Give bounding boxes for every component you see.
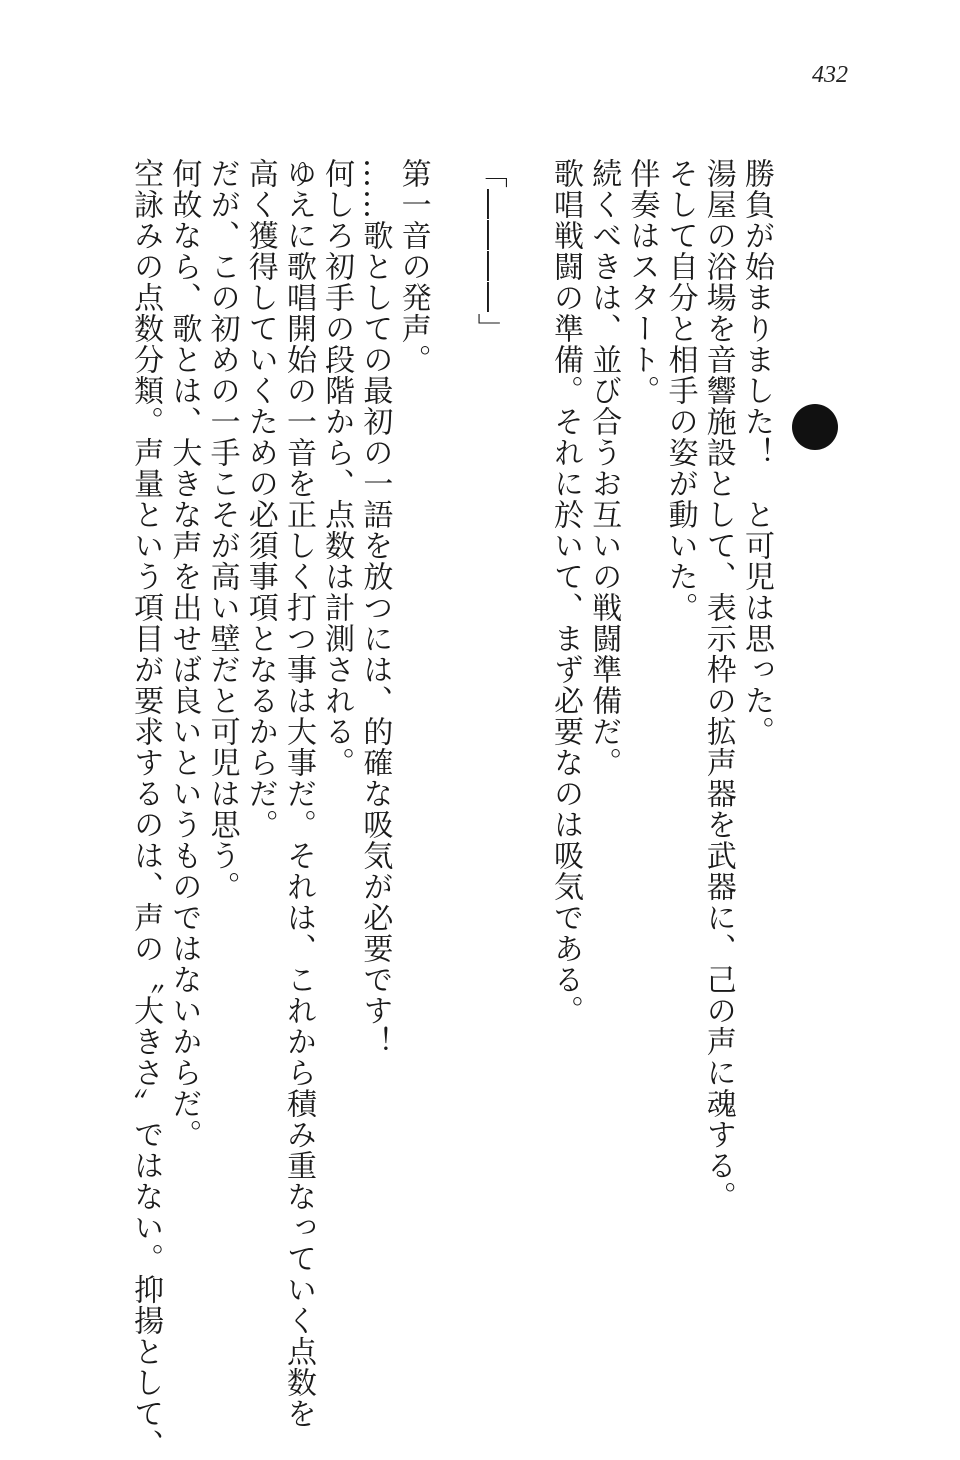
text-line: 勝負が始まりました！ と可児は思った。 bbox=[739, 158, 774, 747]
blank-line bbox=[508, 158, 546, 1358]
dialogue-line: 「――――」 bbox=[471, 158, 507, 344]
text-line: 何故なら、歌とは、大きな声を出せば良いというものではないからだ。 bbox=[166, 158, 202, 1150]
text-line: 伴奏はスタート。 bbox=[624, 158, 660, 406]
text-line: 第一音の発声。 bbox=[395, 158, 431, 375]
text-line: 歌唱戦闘の準備。それに於いて、まず必要なのは吸気である。 bbox=[547, 158, 583, 1026]
text-line: ゆえに歌唱開始の一音を正しく打つ事は大事だ。それは、これから積み重なっていく点数を bbox=[280, 158, 316, 1429]
text-line: 空詠みの点数分類。声量という項目が要求するのは、声の〝大きさ〟ではない。抑揚として、 bbox=[128, 158, 164, 1460]
blank-line bbox=[432, 158, 470, 1358]
text-line: だが、この初めの一手こそが高い壁だと可児は思う。 bbox=[204, 158, 240, 902]
section-bullet bbox=[792, 404, 838, 450]
novel-text-block bbox=[126, 158, 775, 1460]
text-line: そして自分と相手の姿が動いた。 bbox=[662, 158, 698, 623]
text-line: 続くべきは、並び合うお互いの戦闘準備だ。 bbox=[586, 158, 622, 778]
text-line: 何しろ初手の段階から、点数は計測される。 bbox=[319, 158, 355, 778]
text-line: 高く獲得していくための必須事項となるからだ。 bbox=[242, 158, 278, 840]
page-number: 432 bbox=[812, 62, 848, 88]
text-line: ……歌としての最初の一語を放つには、的確な吸気が必要です！ bbox=[357, 158, 393, 1057]
text-line: 湯屋の浴場を音響施設として、表示枠の拡声器を武器に、己の声に魂する。 bbox=[700, 158, 736, 1212]
